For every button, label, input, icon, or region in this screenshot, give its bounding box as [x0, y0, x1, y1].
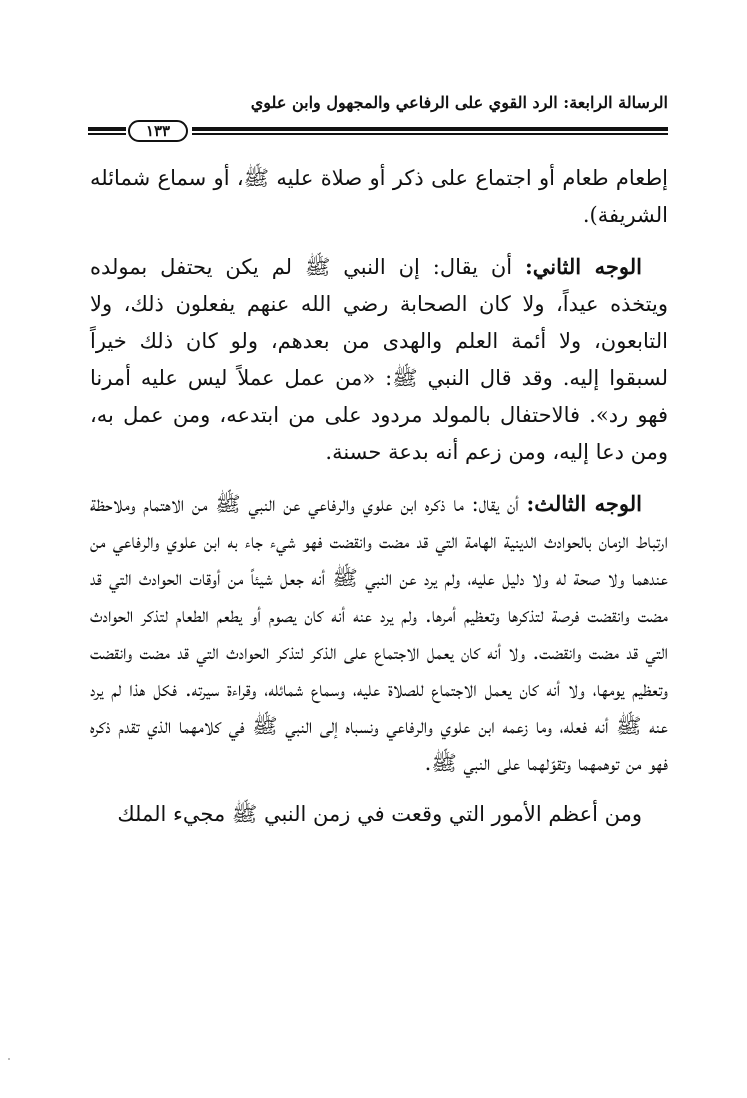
- header-rule-right: [192, 127, 668, 135]
- paragraph-2: [90, 248, 668, 471]
- header-rule-left: [88, 127, 126, 135]
- paragraph-1: [90, 160, 668, 234]
- paragraph-3: [90, 485, 668, 782]
- paragraph-2-text: أن يقال: إن النبي ﷺ لم يكن يحتفل بمولده ويتخذه عيداً، ولا كان الصحابة رضي الله عنهم يفعلون ذلك، ولا التابعون، ولا أئمة العلم والهدى من بعدهم، ولو كان ذلك خيراً لسبقوا إليه. وقد قال النبي ﷺ: «من عمل عملاً ليس عليه أمرنا فهو رد». فالاحتفال بالمولد مردود على من ابتدعه، ومن عمل به، ومن دعا إليه، ومن زعم أنه بدعة حسنة.: [90, 255, 668, 464]
- paragraph-3-text: أن يقال: ما ذكره ابن علوي والرفاعي عن النبي ﷺ من الاهتمام وملاحظة ارتباط الزمان بالحوادث الدينية الهامة التي قد مضت وانقضت فهو شيء جاء به ابن علوي والرفاعي من عندهما ولا صحة له ولا دليل عليه، ولم يرد عن النبي ﷺ أنه جعل شيئاً من أوقات الحوادث التي قد مضت وانقضت فرصة لتذكرها وتعظيم أمرها. ولم يرد عنه أنه كان يصوم أو يطعم الطعام لتذكر الحوادث التي قد مضت وانقضت. ولا أنه كان يعمل الاجتماع على الذكر لتذكر الحوادث التي قد مضت وانقضت وتعظيم يومها، ولا أنه كان يعمل الاجتماع للصلاة عليه، وسماع شمائله، وقراءة سيرته. فكل هذا لم يرد عنه ﷺ أنه فعله، وما زعمه ابن علوي والرفاعي ونسباه إلى النبي ﷺ في كلامهما الذي تقدم ذكره فهو من توهمهما وتقوّلهما على النبي ﷺ.: [90, 492, 668, 775]
- body-text: [90, 160, 668, 847]
- paragraph-1-text: إطعام طعام أو اجتماع على ذكر أو صلاة عليه ﷺ، أو سماع شمائله الشريفة).: [90, 166, 668, 227]
- header-rule: [88, 120, 668, 144]
- paragraph-4-text: ومن أعظم الأمور التي وقعت في زمن النبي ﷺ مجيء الملك: [117, 802, 642, 826]
- margin-speck: [8, 1058, 10, 1060]
- paragraph-3-heading: الوجه الثالث:: [526, 491, 642, 516]
- paragraph-2-heading: الوجه الثاني:: [525, 254, 642, 279]
- paragraph-4: [90, 796, 668, 833]
- running-header-title: الرسالة الرابعة: الرد القوي على الرفاعي والمجهول وابن علوي: [250, 93, 668, 112]
- page-number: ١٣٣: [128, 120, 188, 142]
